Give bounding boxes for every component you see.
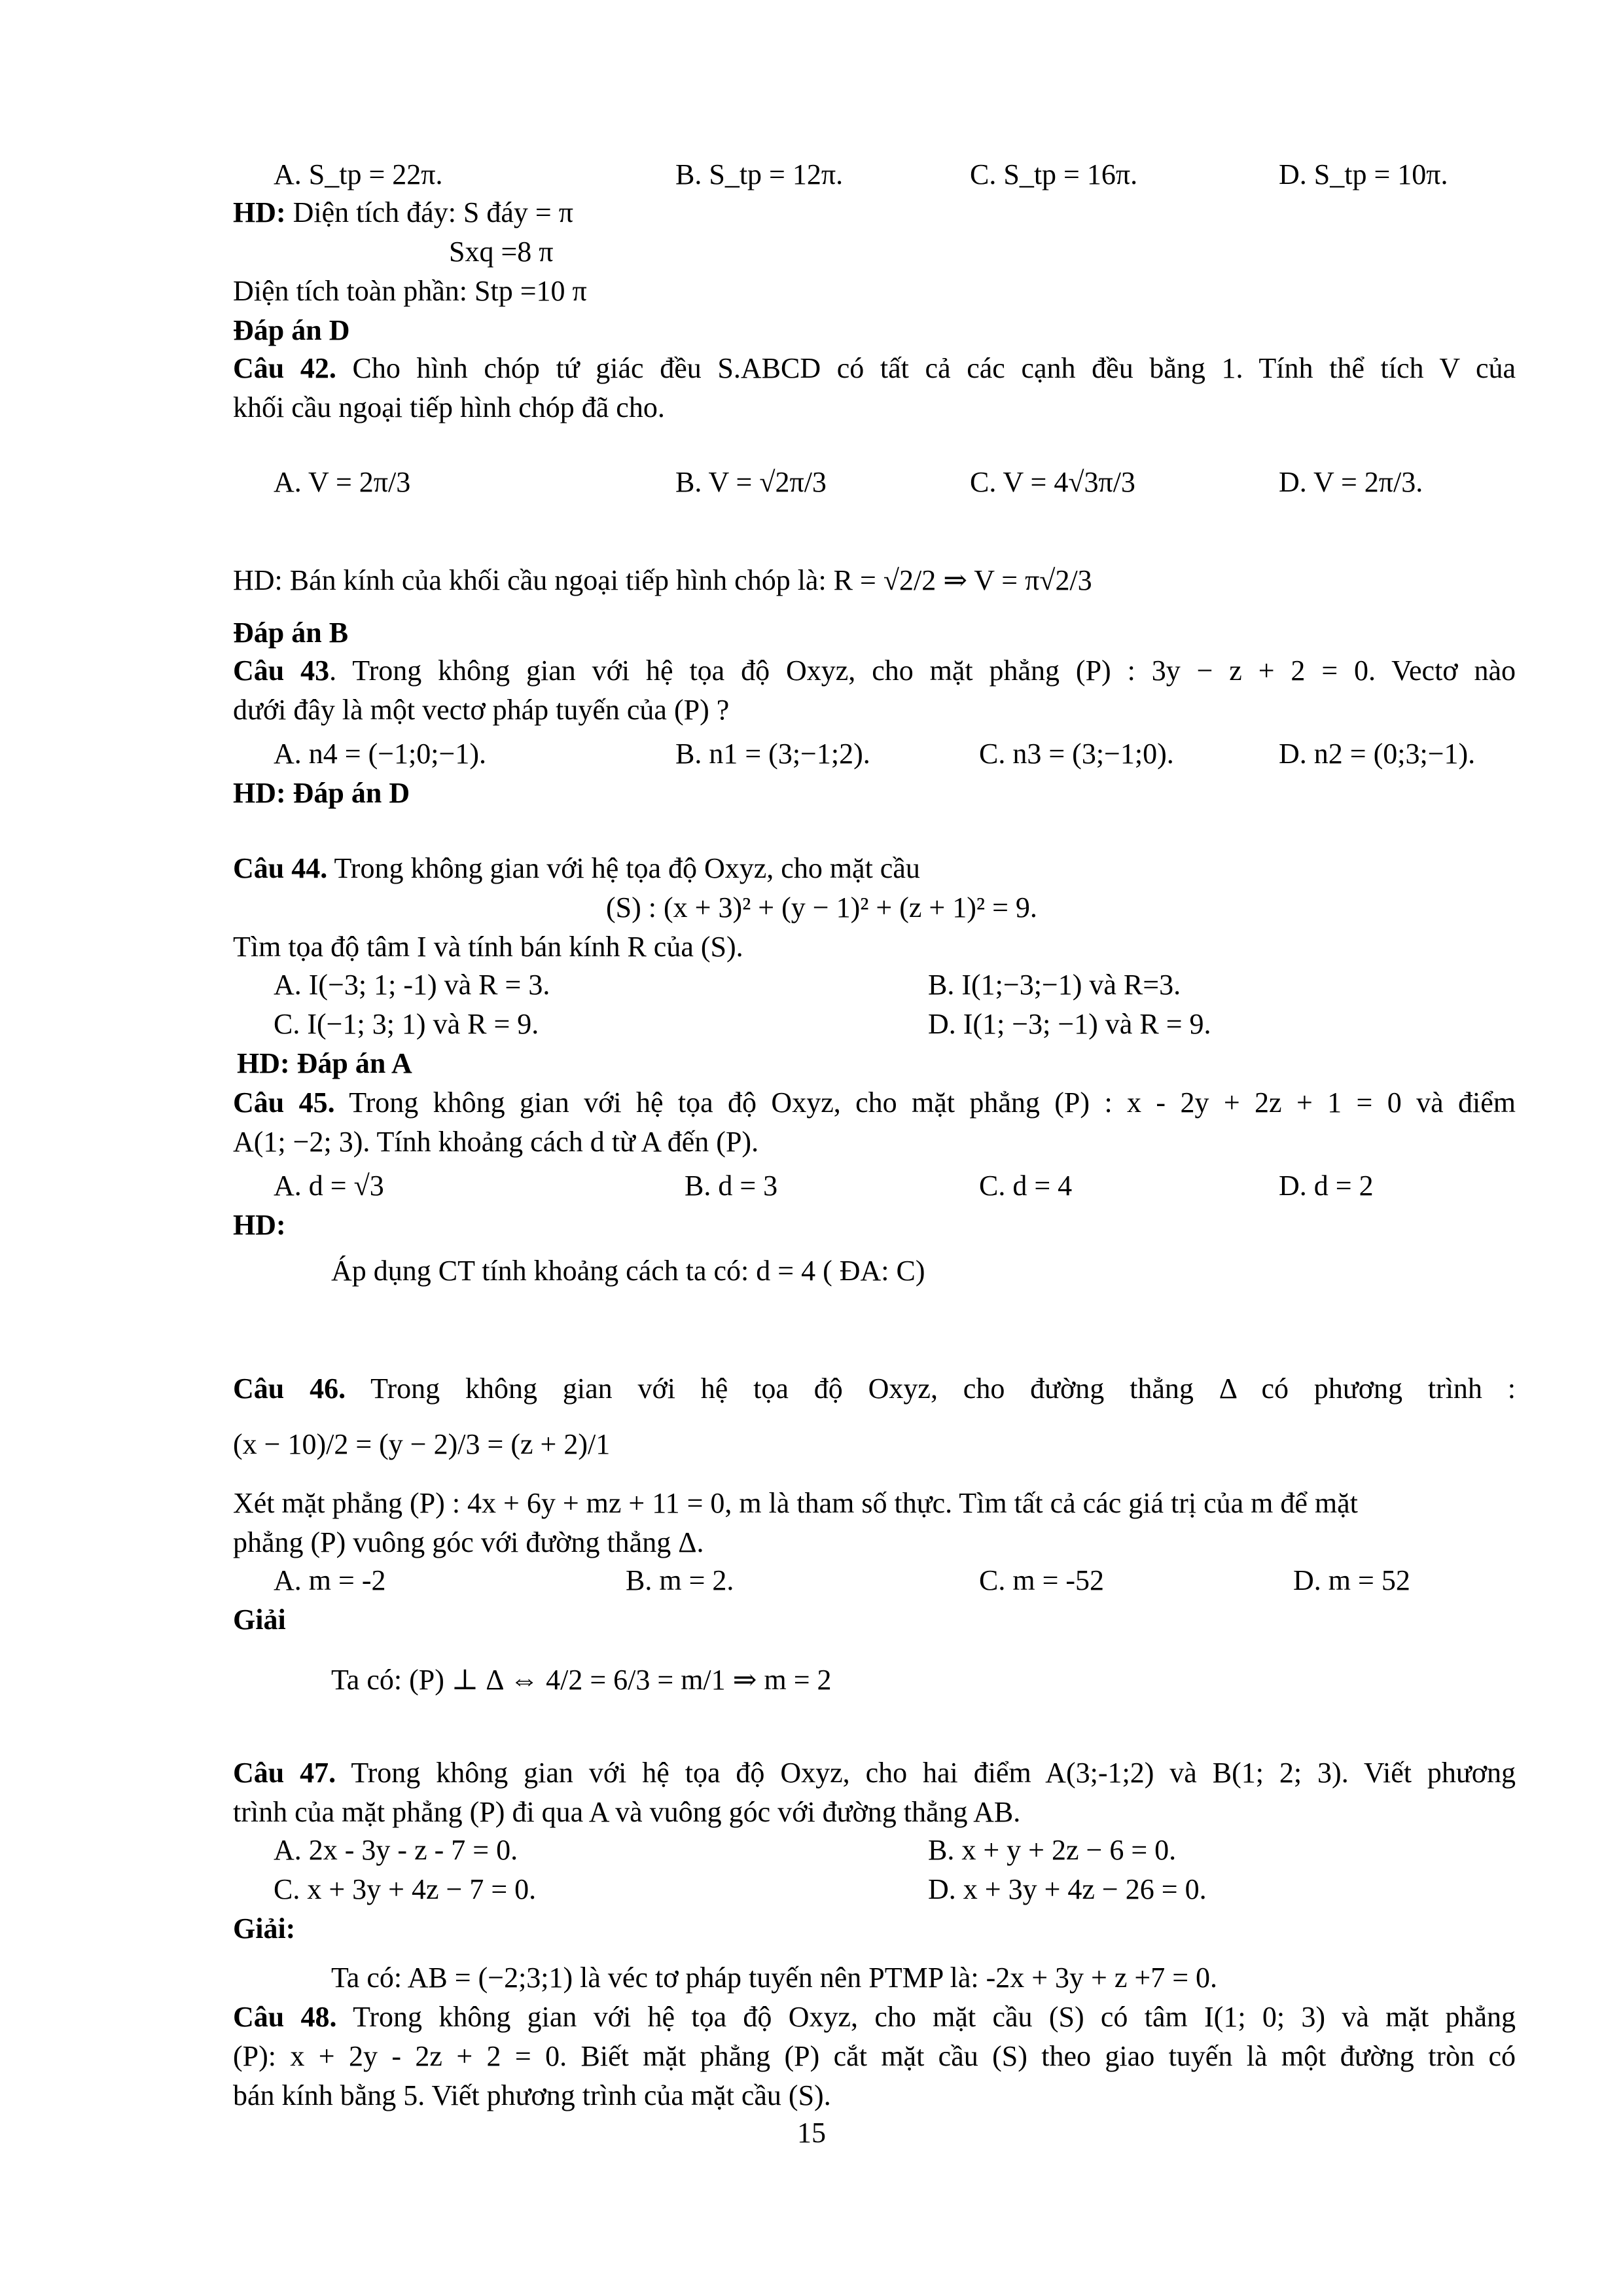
- q41-hd-line2: Sxq =8 π: [449, 236, 554, 268]
- q43-stem-line1: Câu 43. Trong không gian với hệ tọa độ Oxyz, cho mặt phẳng (P) : 3y − z + 2 = 0. Vectơ nào: [233, 655, 1516, 687]
- q47-option-b: B. x + y + 2z − 6 = 0.: [928, 1834, 1177, 1866]
- q43-hd: HD: Đáp án D: [233, 777, 410, 809]
- q44-hd: HD: Đáp án A: [237, 1047, 412, 1079]
- q42-option-a: A. V = 2π/3: [274, 466, 411, 498]
- q41-option-d: D. S_tp = 10π.: [1279, 158, 1448, 190]
- q47-solution-label: Giải:: [233, 1912, 296, 1945]
- q44-label: Câu 44.: [233, 852, 328, 884]
- q42-stem-line1: Câu 42. Cho hình chóp tứ giác đều S.ABCD có tất cả các cạnh đều bằng 1. Tính thể tích V của: [233, 352, 1516, 384]
- q47-solution: Ta có: AB = (−2;3;1) là véc tơ pháp tuyến nên PTMP là: -2x + 3y + z +7 = 0.: [331, 1962, 1218, 1994]
- q46-solution: Ta có: (P) ⊥ Δ ⇔ 4/2 = 6/3 = m/1 ⇒ m = 2: [331, 1664, 832, 1696]
- q41-options: [233, 156, 1516, 195]
- q46-stem-line2: Xét mặt phẳng (P) : 4x + 6y + mz + 11 = 0, m là tham số thực. Tìm tất cả các giá trị của m để mặt: [233, 1487, 1358, 1519]
- q44-options-row1: [233, 966, 1516, 1005]
- q45-hd-label: HD:: [233, 1209, 286, 1241]
- q46-option-b: B. m = 2.: [626, 1564, 734, 1596]
- q43-stem-line2: dưới đây là một vectơ pháp tuyến của (P) ?: [233, 694, 730, 726]
- q41-hd-label: HD:: [233, 196, 286, 228]
- q44-option-a: A. I(−3; 1; -1) và R = 3.: [274, 969, 550, 1001]
- q48-label: Câu 48.: [233, 2001, 337, 2033]
- q43-option-c: C. n3 = (3;−1;0).: [979, 738, 1174, 770]
- q45-option-b: B. d = 3: [685, 1170, 778, 1202]
- q41-hd-line3: Diện tích toàn phần: Stp =10 π: [233, 275, 587, 307]
- q44-options-row2: [233, 1005, 1516, 1045]
- q47-stem-line1: Câu 47. Trong không gian với hệ tọa độ Oxyz, cho hai điểm A(3;-1;2) và B(1; 2; 3). Viết phương: [233, 1757, 1516, 1789]
- q46-stem-line1: Câu 46. Trong không gian với hệ tọa độ Oxyz, cho đường thẳng Δ có phương trình :: [233, 1372, 1516, 1405]
- q42-option-b: B. V = √2π/3: [675, 466, 827, 498]
- page-number: 15: [797, 2117, 826, 2149]
- q46-option-a: A. m = -2: [274, 1564, 386, 1596]
- q43-option-b: B. n1 = (3;−1;2).: [675, 738, 870, 770]
- q46-stem-line3: phẳng (P) vuông góc với đường thẳng Δ.: [233, 1526, 704, 1558]
- q47-options-row2: [233, 1871, 1516, 1910]
- q42-answer: Đáp án B: [233, 617, 349, 649]
- q48-stem-line2: (P): x + 2y - 2z + 2 = 0. Biết mặt phẳng (P) cắt mặt cầu (S) theo giao tuyến là một đường tròn có: [233, 2040, 1516, 2072]
- q45-options: [233, 1167, 1516, 1206]
- q44-equation: (S) : (x + 3)² + (y − 1)² + (z + 1)² = 9.: [606, 891, 1037, 924]
- q42-hd: HD: Bán kính của khối cầu ngoại tiếp hình chóp là: R = √2/2 ⇒ V = π√2/3: [233, 564, 1092, 596]
- q44-stem-line1: Câu 44. Trong không gian với hệ tọa độ Oxyz, cho mặt cầu: [233, 852, 920, 884]
- q43-option-d: D. n2 = (0;3;−1).: [1279, 738, 1476, 770]
- q43-option-a: A. n4 = (−1;0;−1).: [274, 738, 486, 770]
- q46-label: Câu 46.: [233, 1372, 346, 1405]
- q44-option-c: C. I(−1; 3; 1) và R = 9.: [274, 1008, 539, 1040]
- q48-stem-line3: bán kính bằng 5. Viết phương trình của mặt cầu (S).: [233, 2079, 831, 2111]
- q47-label: Câu 47.: [233, 1757, 336, 1789]
- q47-stem-line2: trình của mặt phẳng (P) đi qua A và vuông góc với đường thẳng AB.: [233, 1796, 1021, 1828]
- q42-options: [233, 437, 1516, 529]
- q42-label: Câu 42.: [233, 352, 336, 384]
- q45-stem-line2: A(1; −2; 3). Tính khoảng cách d từ A đến (P).: [233, 1126, 759, 1158]
- q45-option-a: A. d = √3: [274, 1170, 384, 1202]
- q42-option-c: C. V = 4√3π/3: [970, 466, 1135, 498]
- q42-option-d: D. V = 2π/3.: [1279, 466, 1423, 498]
- q47-option-a: A. 2x - 3y - z - 7 = 0.: [274, 1834, 518, 1866]
- q48-stem-line1: Câu 48. Trong không gian với hệ tọa độ Oxyz, cho mặt cầu (S) có tâm I(1; 0; 3) và mặt phẳng: [233, 2001, 1516, 2033]
- q47-option-d: D. x + 3y + 4z − 26 = 0.: [928, 1873, 1207, 1905]
- q44-option-b: B. I(1;−3;−1) và R=3.: [928, 969, 1181, 1001]
- q41-option-a: A. S_tp = 22π.: [274, 158, 443, 190]
- q41-option-c: C. S_tp = 16π.: [970, 158, 1138, 190]
- q44-option-d: D. I(1; −3; −1) và R = 9.: [928, 1008, 1211, 1040]
- q41-answer: Đáp án D: [233, 314, 350, 346]
- q47-option-c: C. x + 3y + 4z − 7 = 0.: [274, 1873, 537, 1905]
- q42-stem-line2: khối cầu ngoại tiếp hình chóp đã cho.: [233, 391, 665, 423]
- q45-hd: Áp dụng CT tính khoảng cách ta có: d = 4 ( ĐA: C): [331, 1255, 925, 1287]
- q45-label: Câu 45.: [233, 1086, 335, 1119]
- q45-stem-line1: Câu 45. Trong không gian với hệ tọa độ Oxyz, cho mặt phẳng (P) : x - 2y + 2z + 1 = 0 và điểm: [233, 1086, 1516, 1119]
- q45-option-c: C. d = 4: [979, 1170, 1073, 1202]
- q43-label: Câu 43: [233, 655, 330, 687]
- q41-hd-text1: Diện tích đáy: S đáy = π: [293, 196, 573, 228]
- q46-option-c: C. m = -52: [979, 1564, 1105, 1596]
- q41-option-b: B. S_tp = 12π.: [675, 158, 844, 190]
- q41-hd-line1: [233, 194, 573, 231]
- q43-options: [233, 735, 1516, 774]
- q45-option-d: D. d = 2: [1279, 1170, 1374, 1202]
- q46-equation: (x − 10)/2 = (y − 2)/3 = (z + 2)/1: [233, 1428, 611, 1460]
- q46-option-d: D. m = 52: [1293, 1564, 1410, 1596]
- q44-stem-line2: Tìm tọa độ tâm I và tính bán kính R của (S).: [233, 931, 743, 963]
- q46-solution-label: Giải: [233, 1604, 286, 1636]
- q46-options: [233, 1562, 1516, 1601]
- q47-options-row1: [233, 1831, 1516, 1871]
